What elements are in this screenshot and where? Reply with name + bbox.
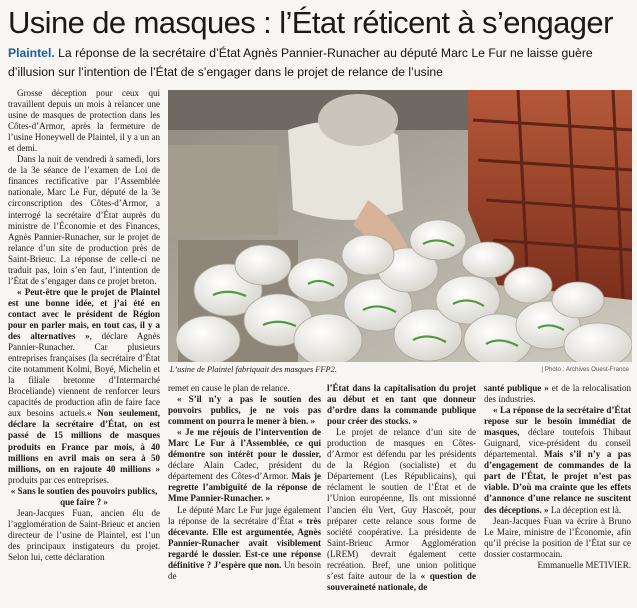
text: déclare Alain Cadec, président du département des Côtes-d’Armor.: [168, 460, 321, 482]
paragraph: Jean-Jacques Fuan, ancien élu de l’agglomération de Saint-Brieuc et ancien directeur de l’usine de Plaintel, est l’un des principaux instigateurs du projet. Selon lui, cette déclaration: [8, 507, 160, 562]
text: Un besoin de: [168, 559, 321, 581]
article-column-3: [327, 383, 476, 593]
paragraph: [168, 394, 321, 427]
quote: Mais je regrette l’ambiguïté de la réponse de Mme Pannier-Runacher. »: [168, 471, 321, 504]
author-signature: Emmanuelle METIVIER.: [537, 559, 631, 570]
paragraph: Dans la nuit de vendredi à samedi, lors de la 3e séance de l’examen de Loi de finances rectificative par l’Assemblée nationale, Marc Le Fur, député de la 3e circonscription des Côtes-d’Armor, a interrogé la secrétaire d’État auprès du ministre de l’Économie et des Finances, Agnès Pannier-Runacher, sur le projet de relance d’un site de production près de Saint-Brieuc. La réponse de celle-ci ne traduit pas, loin s’en faut, l’intention de l’État de s’engager dans ce projet breton.: [8, 154, 160, 286]
mask-factory-photo: [168, 90, 632, 362]
text: Le député Marc Le Fur juge également la réponse de la secrétaire d’État: [168, 504, 321, 526]
quote: « La réponse de la secrétaire d’État repose sur le besoin immédiat de masques,: [484, 405, 631, 438]
article-column-4: [484, 383, 631, 571]
quote: « Non seulement, déclare la secrétaire d’État, on est passé de 15 millions de masques produits en France par mois, à 40 millions en avril mais on sera à 50 millions, on en rajoute 40 millions »: [8, 408, 161, 474]
article-column-1: [8, 88, 160, 604]
quote: l’État dans la capitalisation du projet au début et en tant que donneur d’ordre dans la commande publique pour créer des stocks. »: [327, 383, 476, 427]
text: produits par ces entreprises.: [8, 474, 109, 485]
paragraph: remet en cause le plan de relance.: [168, 383, 290, 393]
quote: santé publique »: [484, 383, 549, 393]
paragraph: [168, 427, 321, 504]
article-photo: [168, 90, 632, 362]
quote: « Peut-être que le projet de Plaintel est une bonne idée, et j’ai été en contact avec le président de Région pour en parler mais, en tout cas, il y a des alternatives »: [8, 286, 160, 342]
paragraph: Jean-Jacques Fuan va écrire à Bruno Le Maire, ministre de l’Économie, afin qu’il précise la position de l’État sur ce dossier costarmocain.: [484, 515, 631, 559]
text: La déception est là.: [548, 504, 622, 515]
article-column-2: [168, 383, 321, 582]
quote: « question de souveraineté nationale, de: [327, 570, 476, 592]
paragraph: [168, 505, 321, 582]
paragraph: [327, 383, 476, 427]
quote: « Je me réjouis de l’intervention de Marc Le Fur à l’Assemblée, ce qui démontre son intérêt pour le dossier,: [168, 427, 321, 460]
text: Le projet de relance d’un site de production de masques en Côtes-d’Armor est défendu par les présidents de la Région (socialiste) et du Département (Les Républicains), qui réclament le soutien de l’État et de l’Union européenne, Ils ont missionné l’ancien élu Vert, Guy Hascoët, pour préparer cette relance sous forme de société coopérative. La présidente de Saint-Brieuc Armor Agglomération (LREM) devrait également cette recréation. Bref, une union politique s’est faite autour de la: [327, 427, 476, 581]
photo-caption: L’usine de Plaintel fabriquait des masques FFP2.: [170, 365, 337, 374]
quote: « S’il n’y a pas le soutien des pouvoirs publics, je ne vois pas comment on pourra le mener à bien. »: [168, 394, 321, 427]
standfirst-text: La réponse de la secrétaire d’État Agnès Pannier-Runacher au député Marc Le Fur ne laisse guère d’illusion sur l’intention de l’État de s’engager dans le projet de relance de l’usine: [8, 46, 593, 79]
quote: « très décevante. Elle est argumentée, Agnès Pannier-Runacher avait visiblement regardé le dossier. Est-ce une réponse définitive ? J’espère que non.: [168, 515, 321, 570]
dateline-place: Plaintel.: [8, 46, 55, 60]
text: déclare toutefois Thibaut Guignard, vice-président du conseil départemental.: [484, 427, 631, 460]
text: et de la relocalisation des industries.: [484, 383, 631, 405]
paragraph: [8, 287, 160, 486]
standfirst: [8, 44, 633, 82]
headline: Usine de masques : l’État réticent à s’engager: [8, 5, 613, 40]
paragraph: [484, 383, 631, 405]
photo-credit: | Photo : Archives Ouest-France: [541, 366, 629, 373]
text: , déclare Agnès Pannier-Runacher. Car plusieurs entreprises françaises (la secrétaire d’État cite notamment Kolmi, Boyé, Michelin et la filiale bretonne d’Intermarché Broceliande) viennent de renforcer leurs capacités de production afin de faire face aux besoins actuels.: [8, 331, 160, 419]
intertitle: « Sans le soutien des pouvoirs publics, que faire ? »: [10, 485, 158, 507]
paragraph: [327, 427, 476, 593]
quote: Mais s’il n’y a pas d’engagement de commandes de la part de l’État, le projet n’est pas viable. D’où ma crainte que les effets d’annonce d’une relance ne suscitent des déceptions. »: [484, 449, 631, 515]
paragraph: Grosse déception pour ceux qui travaillent depuis un mois à relancer une usine de masques de protection dans les Côtes-d’Armor, après la fermeture de l’usine Honeywell de Plaintel, il y a un an et demi.: [8, 88, 161, 154]
paragraph: [484, 405, 631, 515]
